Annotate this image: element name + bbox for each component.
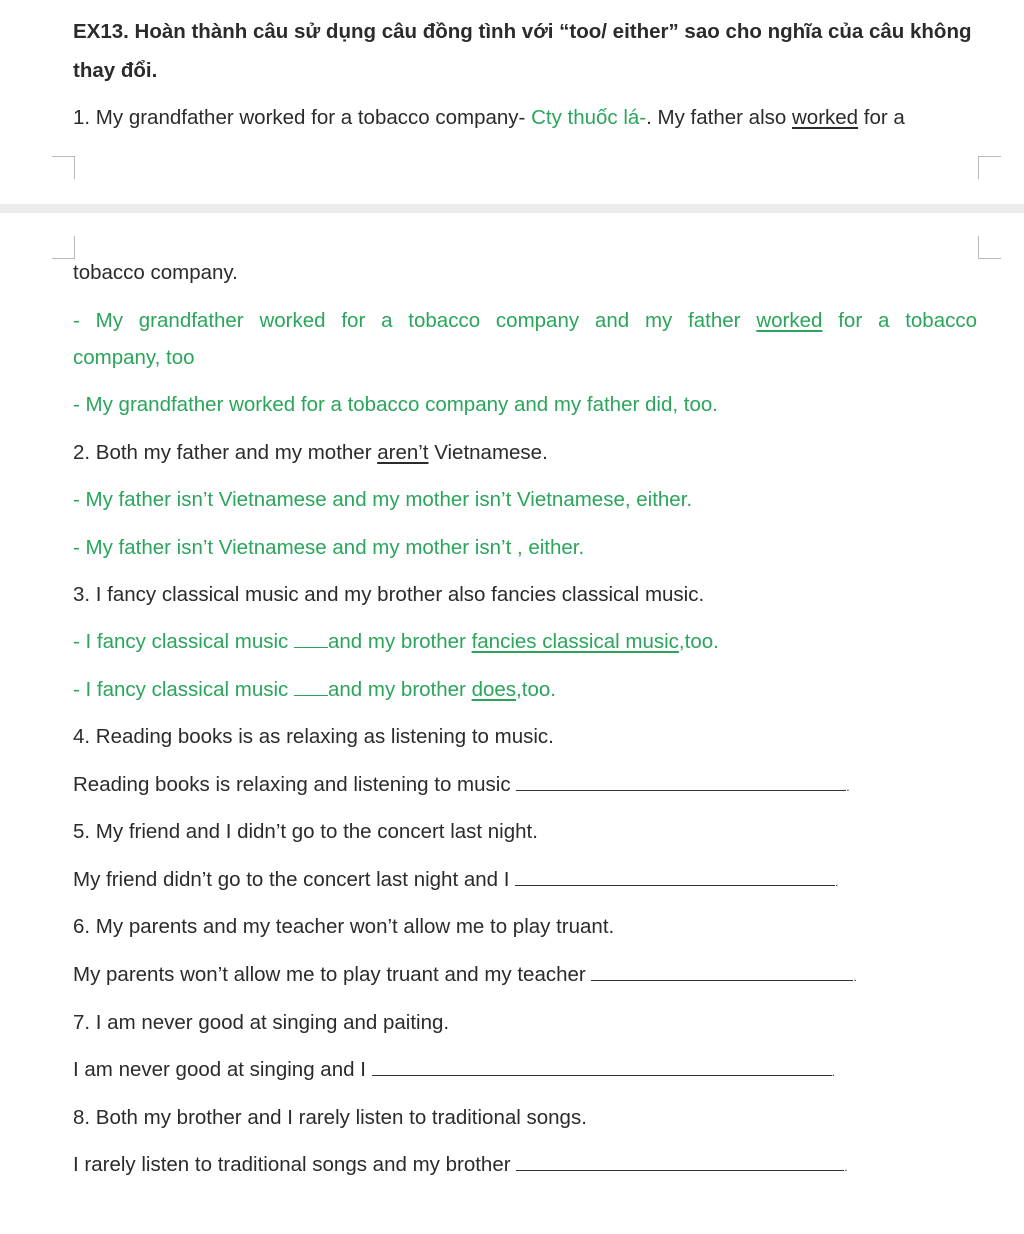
question-6: 6. My parents and my teacher won’t allow me to play truant. <box>73 915 615 938</box>
answer-3a-blank <box>294 629 328 648</box>
prompt-4 <box>73 770 977 802</box>
prompt-8-text: I rarely listen to traditional songs and my brother <box>73 1153 517 1176</box>
prompt-7 <box>73 1055 977 1087</box>
prompt-5 <box>73 865 977 897</box>
question-3: 3. I fancy classical music and my brother also fancies classical music. <box>73 583 705 606</box>
answer-1a-underlined: worked <box>756 309 823 332</box>
question-2-text: 2. Both my father and my mother <box>73 441 378 464</box>
answer-2b: - My father isn’t Vietnamese and my mother isn’t , either. <box>73 536 585 559</box>
answer-8-blank[interactable] <box>516 1152 844 1171</box>
answer-3a <box>73 627 977 657</box>
answer-7-blank[interactable] <box>372 1057 832 1076</box>
prompt-5-end: . <box>835 875 839 889</box>
crop-mark-top-left <box>52 156 75 179</box>
answer-3b-underlined: does <box>471 678 517 701</box>
prompt-6-text: My parents won’t allow me to play truant and my teacher <box>73 963 592 986</box>
answer-1a-text-2: for a tobacco <box>822 309 977 332</box>
prompt-6 <box>73 960 977 992</box>
question-2-underlined: aren’t <box>377 441 429 464</box>
question-1-text: 1. My grandfather worked for a tobacco company- <box>73 106 532 129</box>
question-1-note: Cty thuốc lá- <box>531 106 647 129</box>
answer-1a <box>73 306 977 336</box>
exercise-title: EX13. Hoàn thành câu sử dụng câu đồng tình với “too/ either” sao cho nghĩa của câu không <box>73 20 972 43</box>
question-2-text-2: Vietnamese. <box>428 441 548 464</box>
question-1-underlined: worked <box>791 106 859 129</box>
question-1 <box>73 103 977 133</box>
prompt-8-end: . <box>844 1160 848 1174</box>
prompt-4-text: Reading books is relaxing and listening to music <box>73 773 517 796</box>
answer-3b-text-3: ,too. <box>516 678 556 701</box>
crop-mark-bottom-left <box>52 236 75 259</box>
question-5: 5. My friend and I didn’t go to the concert last night. <box>73 820 538 843</box>
answer-2a: - My father isn’t Vietnamese and my mother isn’t Vietnamese, either. <box>73 488 693 511</box>
answer-3a-underlined: fancies classical music <box>471 630 679 653</box>
answer-1b: - My grandfather worked for a tobacco company and my father did, too. <box>73 393 718 416</box>
answer-6-blank[interactable] <box>591 962 853 981</box>
answer-1a-cont: company, too <box>73 346 195 369</box>
question-7: 7. I am never good at singing and paiting. <box>73 1011 450 1034</box>
answer-3b <box>73 675 977 705</box>
answer-3a-text-3: ,too. <box>678 630 719 653</box>
answer-1a-text: - My grandfather worked for a tobacco company and my father <box>73 309 757 332</box>
answer-5-blank[interactable] <box>515 867 835 886</box>
question-1-cont: tobacco company. <box>73 261 238 284</box>
crop-mark-top-right <box>978 156 1001 179</box>
question-8: 8. Both my brother and I rarely listen to traditional songs. <box>73 1106 587 1129</box>
prompt-7-end: . <box>831 1065 835 1079</box>
answer-3b-text: - I fancy classical music <box>73 678 294 701</box>
prompt-8 <box>73 1150 977 1182</box>
answer-3b-text-2: and my brother <box>328 678 472 701</box>
answer-4-blank[interactable] <box>516 772 846 791</box>
answer-3a-text-2: and my brother <box>328 630 472 653</box>
answer-3b-blank <box>294 677 328 696</box>
prompt-4-end: . <box>846 780 850 794</box>
question-4: 4. Reading books is as relaxing as listening to music. <box>73 725 554 748</box>
page-break <box>0 204 1024 213</box>
question-1-text-2: . My father also <box>646 106 792 129</box>
prompt-7-text: I am never good at singing and I <box>73 1058 372 1081</box>
question-2 <box>73 438 977 468</box>
crop-mark-bottom-right <box>978 236 1001 259</box>
prompt-6-end: . <box>853 970 857 984</box>
exercise-title-cont: thay đổi. <box>73 59 158 82</box>
question-1-text-3: for a <box>858 106 905 129</box>
prompt-5-text: My friend didn’t go to the concert last night and I <box>73 868 516 891</box>
answer-3a-text: - I fancy classical music <box>73 630 294 653</box>
